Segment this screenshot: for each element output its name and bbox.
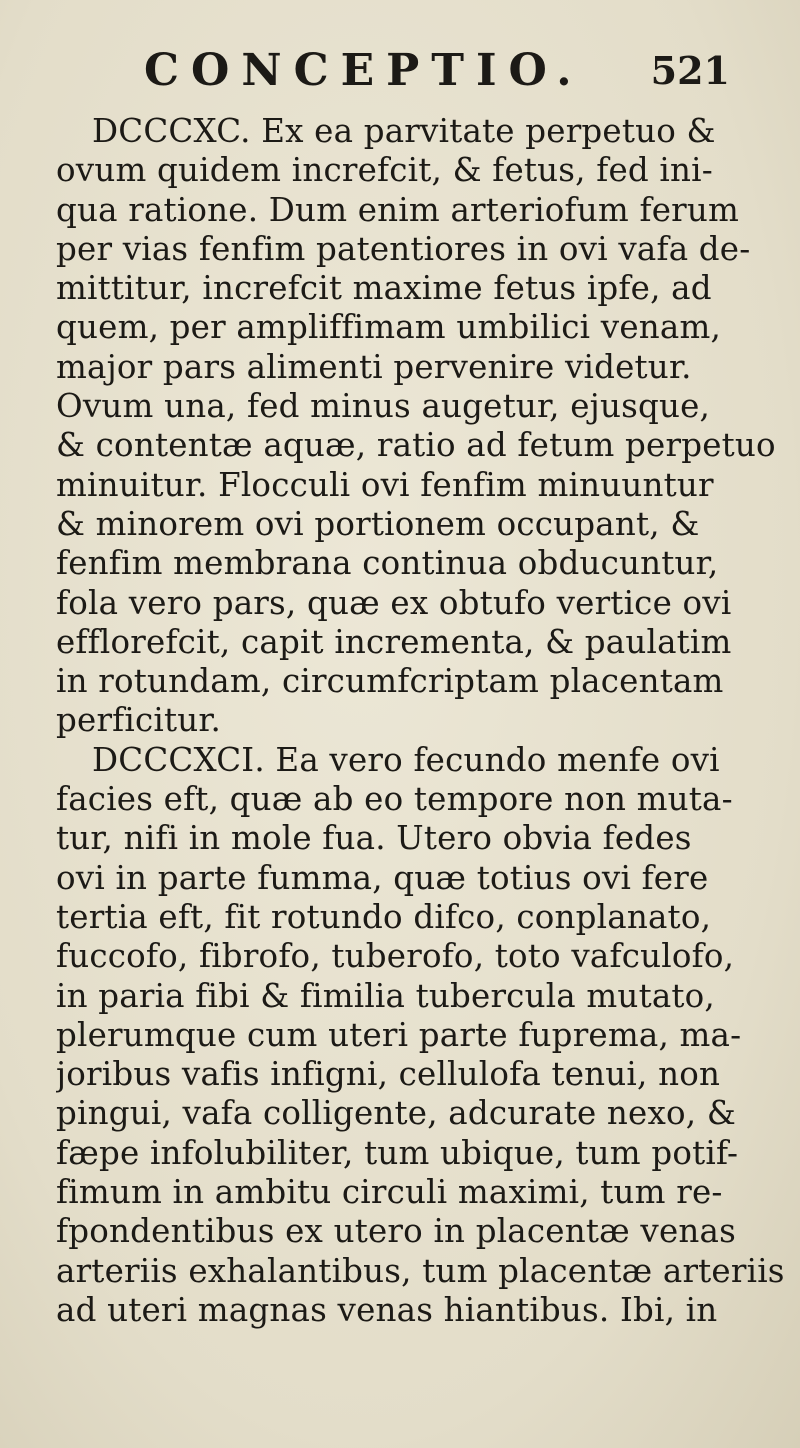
text-line: fuccofo, fibrofo, tuberofo, toto vafculofo, [56, 937, 735, 976]
running-head: CONCEPTIO. [144, 45, 584, 96]
text-line: efflorefcit, capit incrementa, & paulatim [56, 622, 732, 661]
text-line: & contentæ aquæ, ratio ad fetum perpetuo [56, 426, 776, 465]
text-line: mittitur, increfcit maxime fetus ipfe, ad [56, 269, 712, 308]
text-line: Ovum una, fed minus augetur, ejusque, [56, 387, 711, 426]
text-line: fpondentibus ex utero in placentæ venas [56, 1212, 736, 1251]
text-line: fenfim membrana continua obducuntur, [56, 544, 719, 583]
text-line: major pars alimenti pervenire videtur. [56, 347, 692, 386]
text-line: qua ratione. Dum enim arteriofum ferum [56, 190, 740, 229]
text-line: quem, per ampliffimam umbilici venam, [56, 308, 722, 347]
text-line: minuitur. Flocculi ovi fenfim minuuntur [56, 465, 714, 504]
text-line: tur, nifi in mole fua. Utero obvia fedes [56, 819, 692, 858]
text-line: & minorem ovi portionem occupant, & [56, 504, 700, 543]
page-header [130, 40, 730, 102]
text-line: fimum in ambitu circuli maximi, tum re- [56, 1173, 723, 1212]
text-line: pingui, vafa colligente, adcurate nexo, & [56, 1094, 736, 1133]
text-line: arteriis exhalantibus, tum placentæ arteriis [56, 1251, 785, 1290]
text-line: ad uteri magnas venas hiantibus. Ibi, in [56, 1290, 718, 1329]
text-line: joribus vafis infigni, cellulofa tenui, non [56, 1055, 721, 1094]
text-line: per vias fenfim patentiores in ovi vafa de- [56, 229, 751, 268]
body-text [56, 112, 796, 1330]
text-line: tertia eft, fit rotundo difco, conplanato, [56, 897, 712, 936]
text-line: ovum quidem increfcit, & fetus, fed ini- [56, 151, 713, 190]
text-line: perficitur. [56, 701, 222, 740]
text-line: ovi in parte fumma, quæ totius ovi fere [56, 858, 709, 897]
text-line: fæpe infolubiliter, tum ubique, tum potif- [56, 1133, 739, 1172]
text-line: fola vero pars, quæ ex obtufo vertice ovi [56, 583, 732, 622]
text-line: facies eft, quæ ab eo tempore non muta- [56, 780, 733, 819]
text-line: in paria fibi & fimilia tubercula mutato, [56, 976, 715, 1015]
text-line: DCCCXC. Ex ea parvitate perpetuo & [92, 112, 716, 150]
text-line: in rotundam, circumfcriptam placentam [56, 662, 724, 701]
text-line: plerumque cum uteri parte fuprema, ma- [56, 1015, 742, 1054]
page-number: 521 [650, 48, 730, 93]
text-line: DCCCXCI. Ea vero fecundo menfe ovi [92, 740, 720, 779]
